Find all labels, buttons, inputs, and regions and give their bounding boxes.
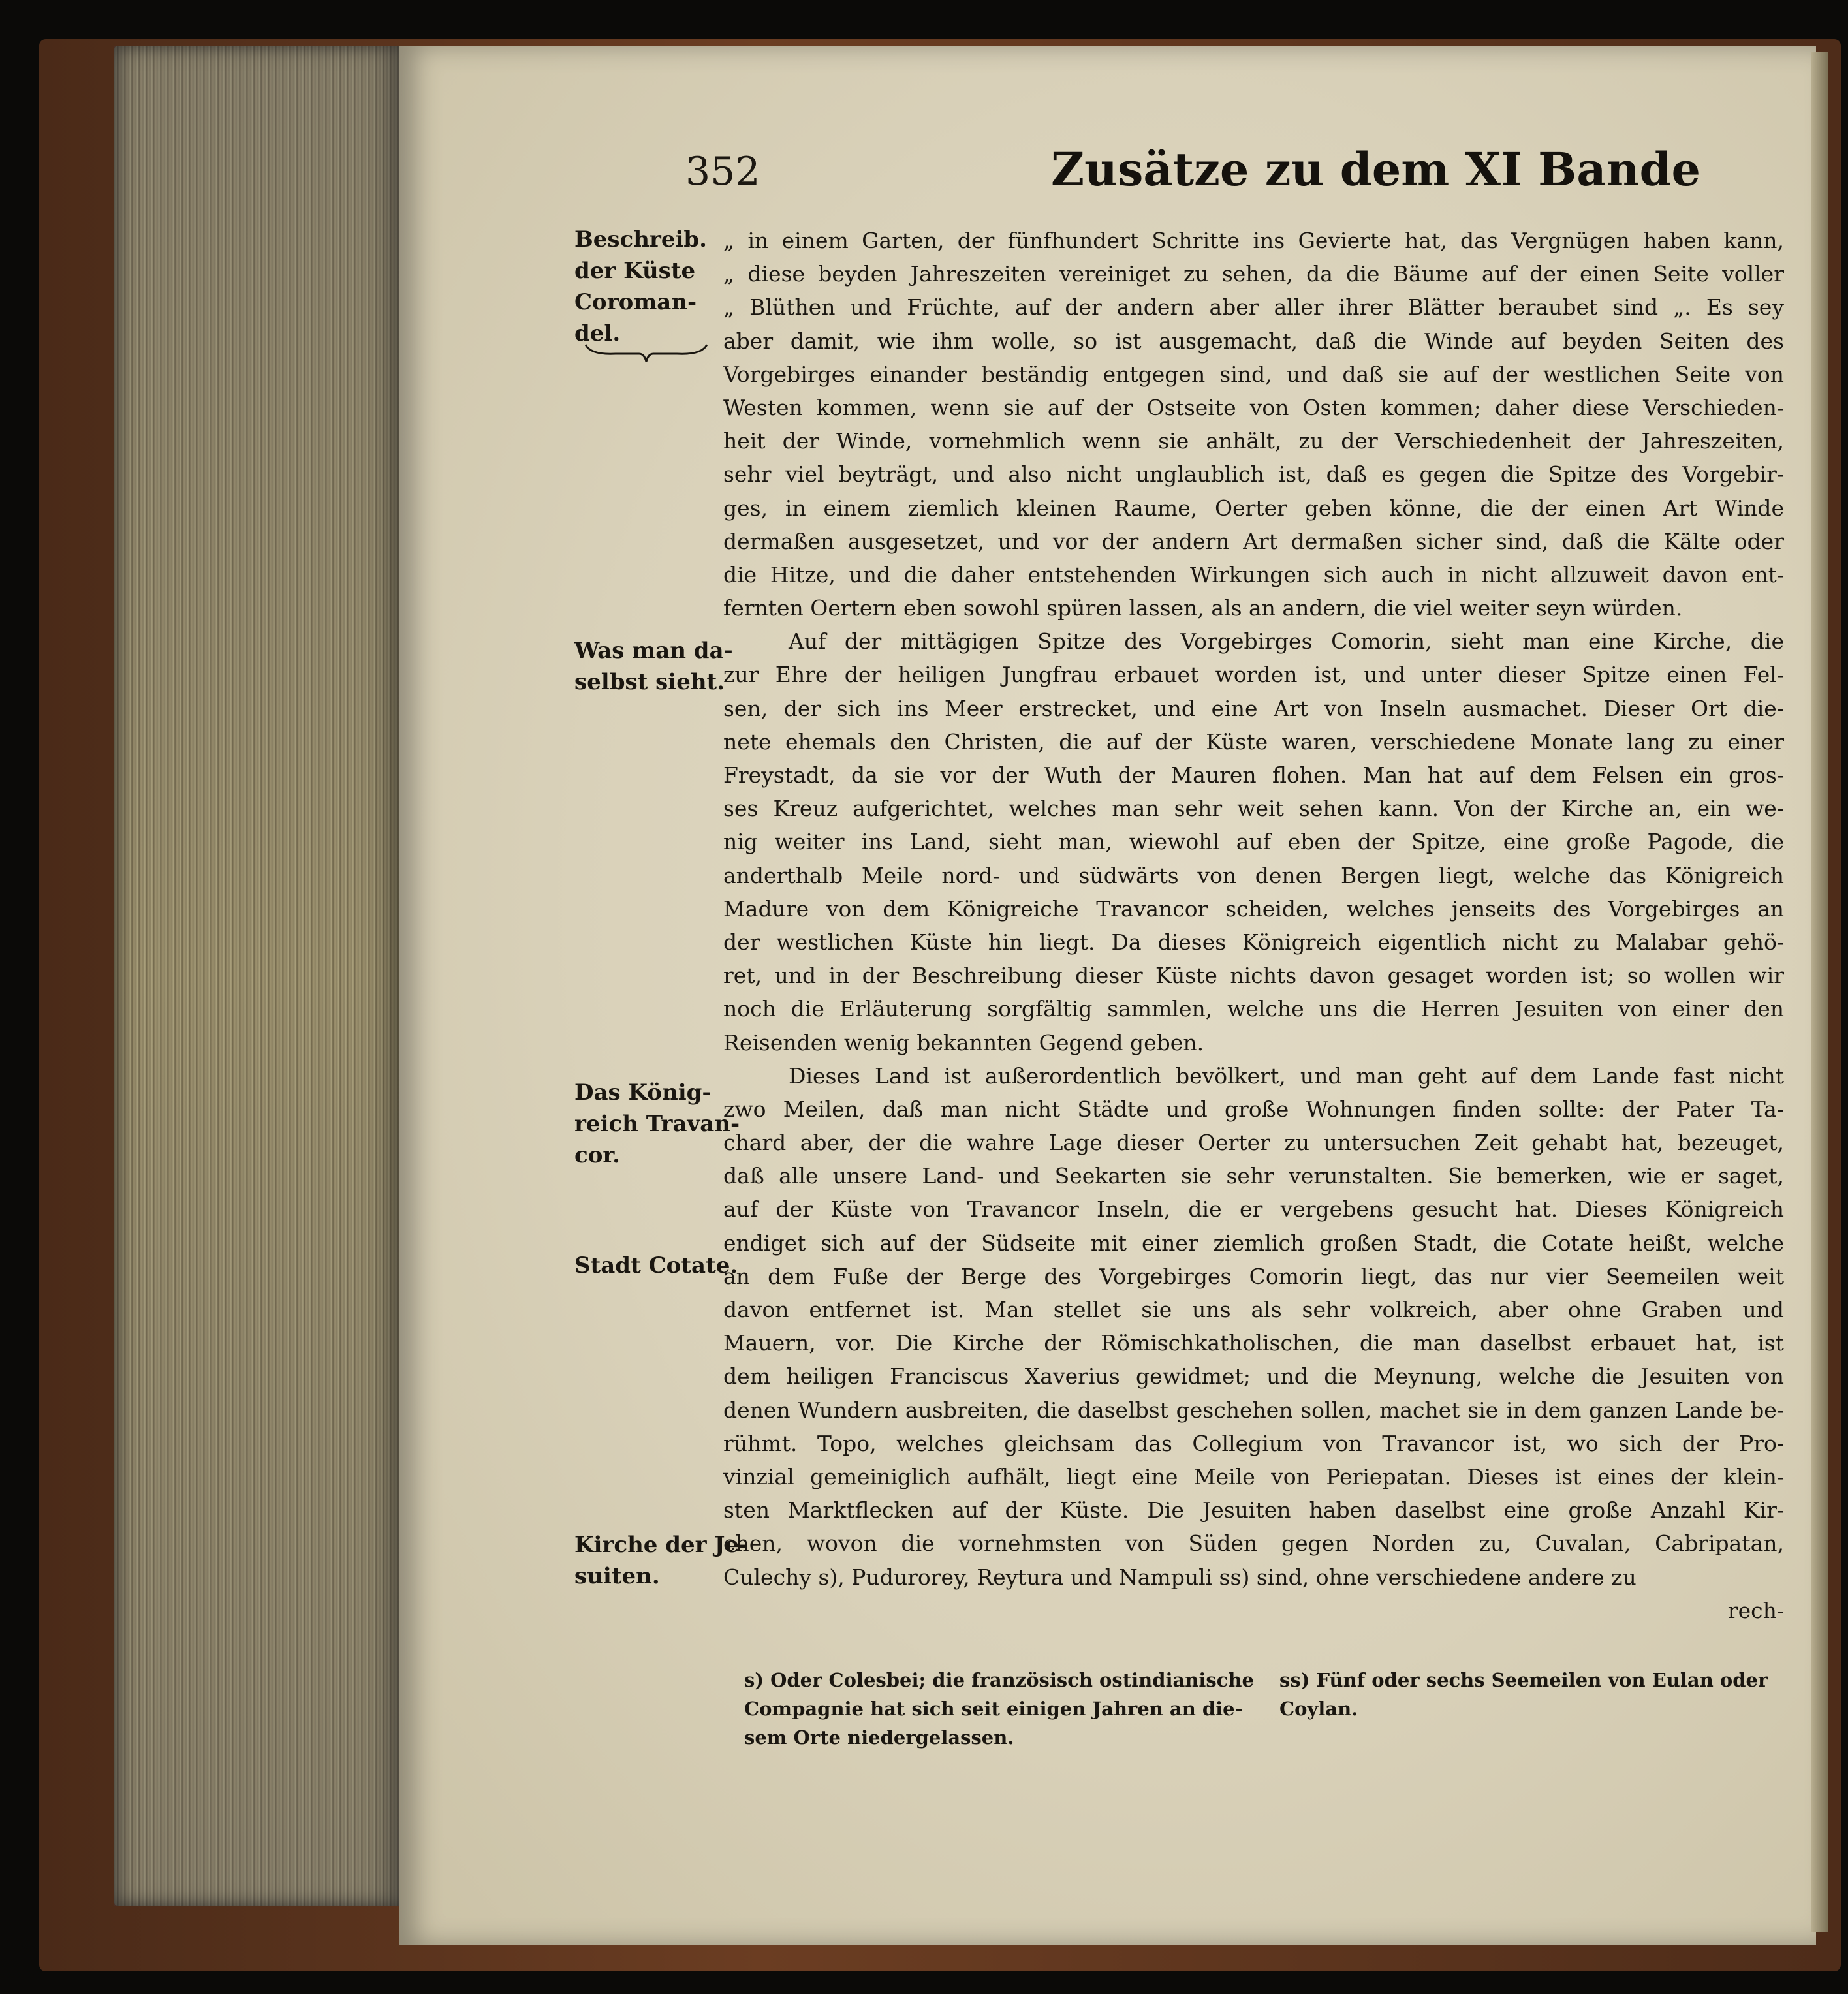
body-line: nig weiter ins Land, sieht man, wiewohl auf eben der Spitze, eine große Pagode, die [723,829,1784,855]
margin-note-jesuiten [574,1529,749,1592]
page-edges-shading [114,46,401,1906]
body-line: aber damit, wie ihm wolle, so ist ausgemacht, daß die Winde auf beyden Seiten des [723,328,1784,354]
body-line: Vorgebirges einander beständig entgegen sind, und daß sie auf der westlichen Seite von [723,361,1784,387]
body-line: chen, wovon die vornehmsten von Süden gegen Norden zu, Cuvalan, Cabripatan, [723,1531,1784,1557]
margin-note-travancor [574,1077,740,1171]
body-line: endiget sich auf der Südseite mit einer ziemlich großen Stadt, die Cotate heißt, welche [723,1230,1784,1256]
footnote-s [744,1666,1254,1752]
body-line: fernten Oertern eben sowohl spüren lassen, als an andern, die viel weiter seyn würden. [723,595,1683,621]
body-line: nete ehemals den Christen, die auf der Küste waren, verschiedene Monate lang zu einer [723,728,1784,755]
page-edges [114,46,401,1906]
margin-note-line: Beschreib. [574,226,708,253]
footnote-ss [1279,1666,1785,1723]
body-line: Reisenden wenig bekannten Gegend geben. [723,1029,1204,1055]
body-line: an dem Fuße der Berge des Vorgebirges Comorin liegt, das nur vier Seemeilen weit [723,1263,1784,1289]
margin-note-line: Was man da- [574,638,733,664]
footnote-line: sem Orte niedergelassen. [744,1726,1014,1749]
body-line: Westen kommen, wenn sie auf der Ostseite von Osten kommen; daher diese Verschieden- [723,394,1784,420]
body-line: Auf der mittägigen Spitze des Vorgebirges Comorin, sieht man eine Kirche, die [789,629,1784,655]
body-line: ses Kreuz aufgerichtet, welches man sehr weit sehen kann. Von der Kirche an, ein we- [723,796,1784,822]
body-line: chard aber, der die wahre Lage dieser Oerter zu untersuchen Zeit gehabt hat, bezeuget, [723,1130,1784,1156]
running-title: Zusätze zu dem XI Bande [1051,142,1701,196]
body-line: sten Marktflecken auf der Küste. Die Jesuiten haben daselbst eine große Anzahl Kir- [723,1497,1784,1523]
body-line: rech- [1727,1597,1784,1623]
margin-note-line: suiten. [574,1563,660,1589]
body-line: zur Ehre der heiligen Jungfrau erbauet worden ist, und unter dieser Spitze einen Fel- [723,662,1784,688]
margin-note-was-man-sieht [574,635,731,698]
footnote-line: Coylan. [1279,1698,1358,1720]
body-line: dermaßen ausgesetzet, und vor der andern Art dermaßen sicher sind, daß die Kälte oder [723,528,1784,554]
body-line: sehr viel beyträgt, und also nicht unglaublich ist, daß es gegen die Spitze des Vorgebir- [723,461,1784,488]
body-line: „ diese beyden Jahreszeiten vereiniget zu sehen, da die Bäume auf der einen Seite voller [723,261,1784,287]
page-header [685,142,1701,208]
margin-note-line: Stadt Cotate. [574,1253,738,1279]
body-line: denen Wundern ausbreiten, die daselbst geschehen sollen, machet sie in dem ganzen Lande be- [723,1397,1784,1423]
body-line: der westlichen Küste hin liegt. Da dieses Königreich eigentlich nicht zu Malabar gehö- [723,929,1784,955]
margin-note-coromandel [574,224,731,349]
footnote-line: s) Oder Colesbei; die französisch ostindianische [744,1669,1254,1691]
body-line: anderthalb Meile nord- und südwärts von denen Bergen liegt, welche das Königreich [723,862,1784,888]
body-line: Mauern, vor. Die Kirche der Römischkatholischen, die man daselbst erbauet hat, ist [723,1330,1784,1356]
margin-note-line: cor. [574,1142,621,1168]
body-text [723,224,1784,1627]
margin-note-line: selbst sieht. [574,669,725,695]
body-line: auf der Küste von Travancor Inseln, die er vergebens gesucht hat. Dieses Königreich [723,1196,1784,1223]
body-line: daß alle unsere Land- und Seekarten sie sehr verunstalten. Sie bemerken, wie er saget, [723,1163,1784,1189]
footnote-line: ss) Fünf oder sechs Seemeilen von Eulan oder [1279,1669,1768,1691]
margin-note-line: Kirche der Je- [574,1532,749,1558]
body-line: vinzial gemeiniglich aufhält, liegt eine Meile von Periepatan. Dieses ist eines der klein- [723,1463,1784,1489]
body-line: Freystadt, da sie vor der Wuth der Mauren flohen. Man hat auf dem Felsen ein gros- [723,762,1784,788]
body-line: noch die Erläuterung sorgfältig sammlen, welche uns die Herren Jesuiten von einer den [723,996,1784,1022]
body-line: „ in einem Garten, der fünfhundert Schritte ins Gevierte hat, das Vergnügen haben kann, [723,228,1784,253]
footnotes [744,1666,1785,1764]
page-number: 352 [685,149,760,195]
margin-note-line: Das König- [574,1080,712,1106]
body-line: Dieses Land ist außerordentlich bevölkert, und man geht auf dem Lande fast nicht [789,1063,1784,1089]
footnote-line: Compagnie hat sich seit einigen Jahren an die- [744,1698,1243,1720]
margin-note-line: der Küste [574,258,696,284]
body-line: die Hitze, und die daher entstehenden Wirkungen sich auch in nicht allzuweit davon ent- [723,561,1784,587]
margin-note-line: Coroman- [574,289,697,315]
body-line: „ Blüthen und Früchte, auf der andern aber aller ihrer Blätter beraubet sind „. Es sey [723,294,1784,320]
body-line: ret, und in der Beschreibung dieser Küste nichts davon gesaget worden ist; so wollen wir [723,963,1784,989]
body-line: Culechy s), Pudurorey, Reytura und Nampuli ss) sind, ohne verschiedene andere zu [723,1564,1637,1590]
body-line: sen, der sich ins Meer erstrecket, und eine Art von Inseln ausmachet. Dieser Ort die- [723,695,1784,721]
body-line: zwo Meilen, daß man nicht Städte und große Wohnungen finden sollte: der Pater Ta- [723,1096,1784,1122]
body-line: Madure von dem Königreiche Travancor scheiden, welches jenseits des Vorgebirges an [723,896,1784,922]
body-line: ges, in einem ziemlich kleinen Raume, Oerter geben könne, die der einen Art Winde [723,495,1784,521]
margin-brace-icon [584,339,708,366]
body-line: dem heiligen Franciscus Xaverius gewidmet; und die Meynung, welche die Jesuiten von [723,1363,1784,1390]
body-line: davon entfernet ist. Man stellet sie uns als sehr volkreich, aber ohne Graben und [723,1297,1784,1322]
body-line: rühmt. Topo, welches gleichsam das Collegium von Travancor ist, wo sich der Pro- [723,1430,1784,1456]
margin-note-cotate [574,1250,738,1281]
margin-note-line: reich Travan- [574,1111,740,1137]
margin-note-line: del. [574,320,621,347]
body-line: heit der Winde, vornehmlich wenn sie anhält, zu der Verschiedenheit der Jahreszeiten, [723,428,1784,454]
right-page-edge [1811,52,1828,1932]
